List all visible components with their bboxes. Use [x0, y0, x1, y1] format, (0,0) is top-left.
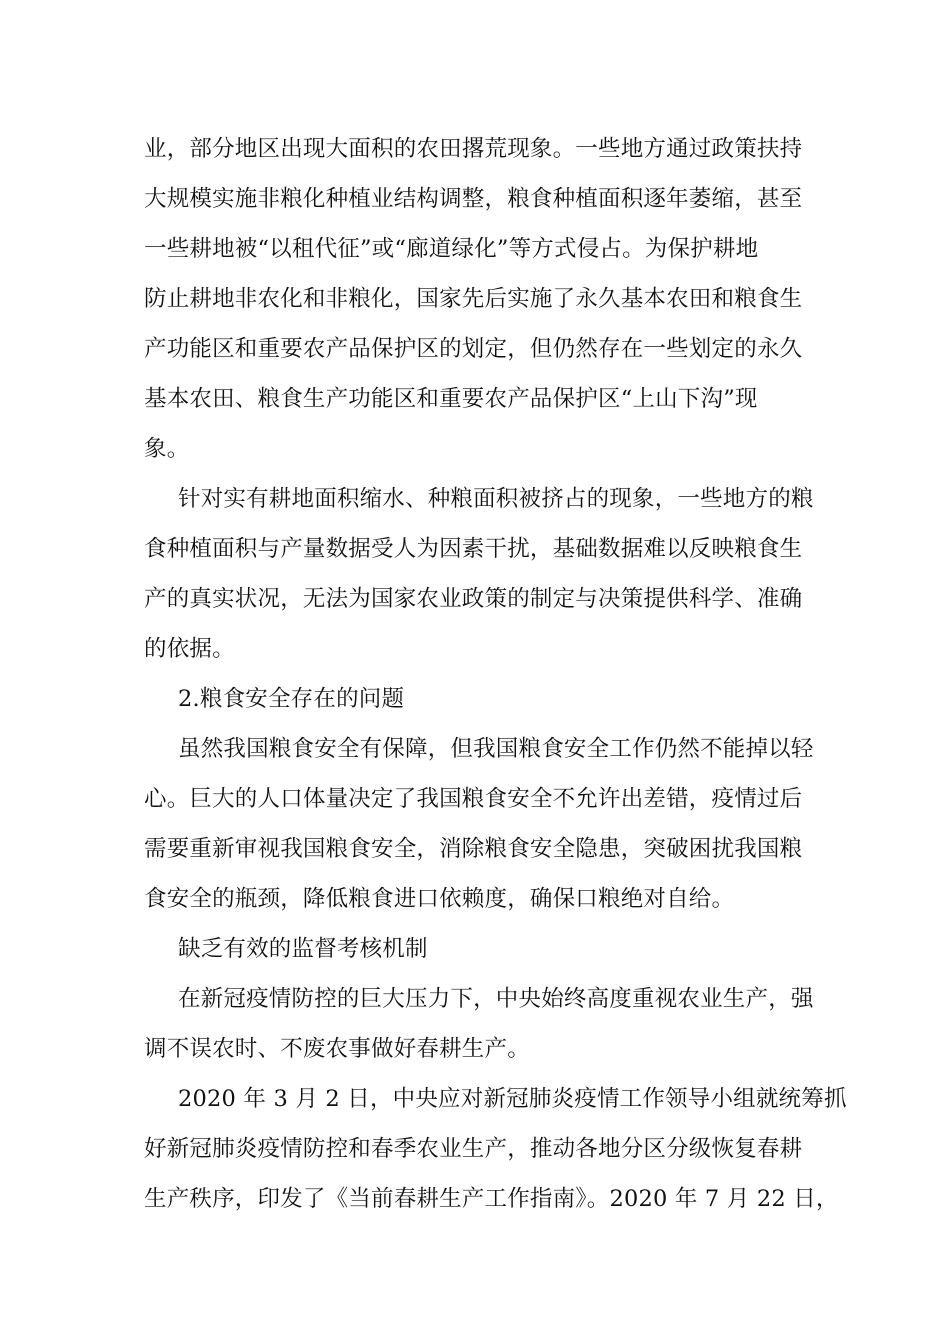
paragraph-spring-plowing-guide	[144, 1074, 847, 1224]
text-line: 产的真实状况，无法为国家农业政策的制定与决策提供科学、准确	[144, 586, 803, 612]
paragraph-food-security	[144, 724, 814, 924]
paragraph-data-interference	[144, 474, 814, 674]
text-line: 防止耕地非农化和非粮化，国家先后实施了永久基本农田和粮食生	[144, 286, 803, 312]
text-line: 大规模实施非粮化种植业结构调整，粮食种植面积逐年萎缩，甚至	[144, 186, 803, 212]
text-line: 在新冠疫情防控的巨大压力下，中央始终高度重视农业生产，强	[178, 986, 814, 1012]
text-line: 调不误农时、不废农事做好春耕生产。	[144, 1036, 530, 1062]
paragraph-farmland-abandonment	[144, 124, 808, 474]
document-body	[144, 124, 847, 1224]
text-line: 产功能区和重要农产品保护区的划定，但仍然存在一些划定的永久	[144, 336, 803, 362]
text-line: 好新冠肺炎疫情防控和春季农业生产，推动各地分区分级恢复春耕	[144, 1136, 803, 1162]
text-line: 虽然我国粮食安全有保障，但我国粮食安全工作仍然不能掉以轻	[178, 736, 814, 762]
text-line: 2020 年 3 月 2 日，中央应对新冠肺炎疫情工作领导小组就统筹抓	[178, 1086, 847, 1112]
text-line: 心。巨大的人口体量决定了我国粮食安全不允许出差错，疫情过后	[144, 786, 803, 812]
text-line: 食安全的瓶颈，降低粮食进口依赖度，确保口粮绝对自给。	[144, 886, 735, 912]
text-line: 业，部分地区出现大面积的农田撂荒现象。一些地方通过政策扶持	[144, 136, 803, 162]
text-line: 基本农田、粮食生产功能区和重要农产品保护区“上山下沟”现	[144, 386, 758, 412]
section-heading-food-security-problems: 2.粮食安全存在的问题	[178, 686, 405, 712]
paragraph-covid-agriculture	[144, 974, 814, 1074]
text-line: 一些耕地被“以租代征”或“廊道绿化”等方式侵占。为保护耕地	[144, 236, 759, 262]
text-line: 食种植面积与产量数据受人为因素干扰，基础数据难以反映粮食生	[144, 536, 803, 562]
text-line: 的依据。	[144, 636, 235, 662]
text-line: 需要重新审视我国粮食安全，消除粮食安全隐患，突破困扰我国粮	[144, 836, 803, 862]
text-line: 象。	[144, 436, 190, 462]
section-heading-supervision: 缺乏有效的监督考核机制	[178, 936, 428, 962]
text-line: 生产秩序，印发了《当前春耕生产工作指南》。2020 年 7 月 22 日，	[144, 1186, 839, 1212]
text-line: 针对实有耕地面积缩水、种粮面积被挤占的现象，一些地方的粮	[178, 486, 814, 512]
